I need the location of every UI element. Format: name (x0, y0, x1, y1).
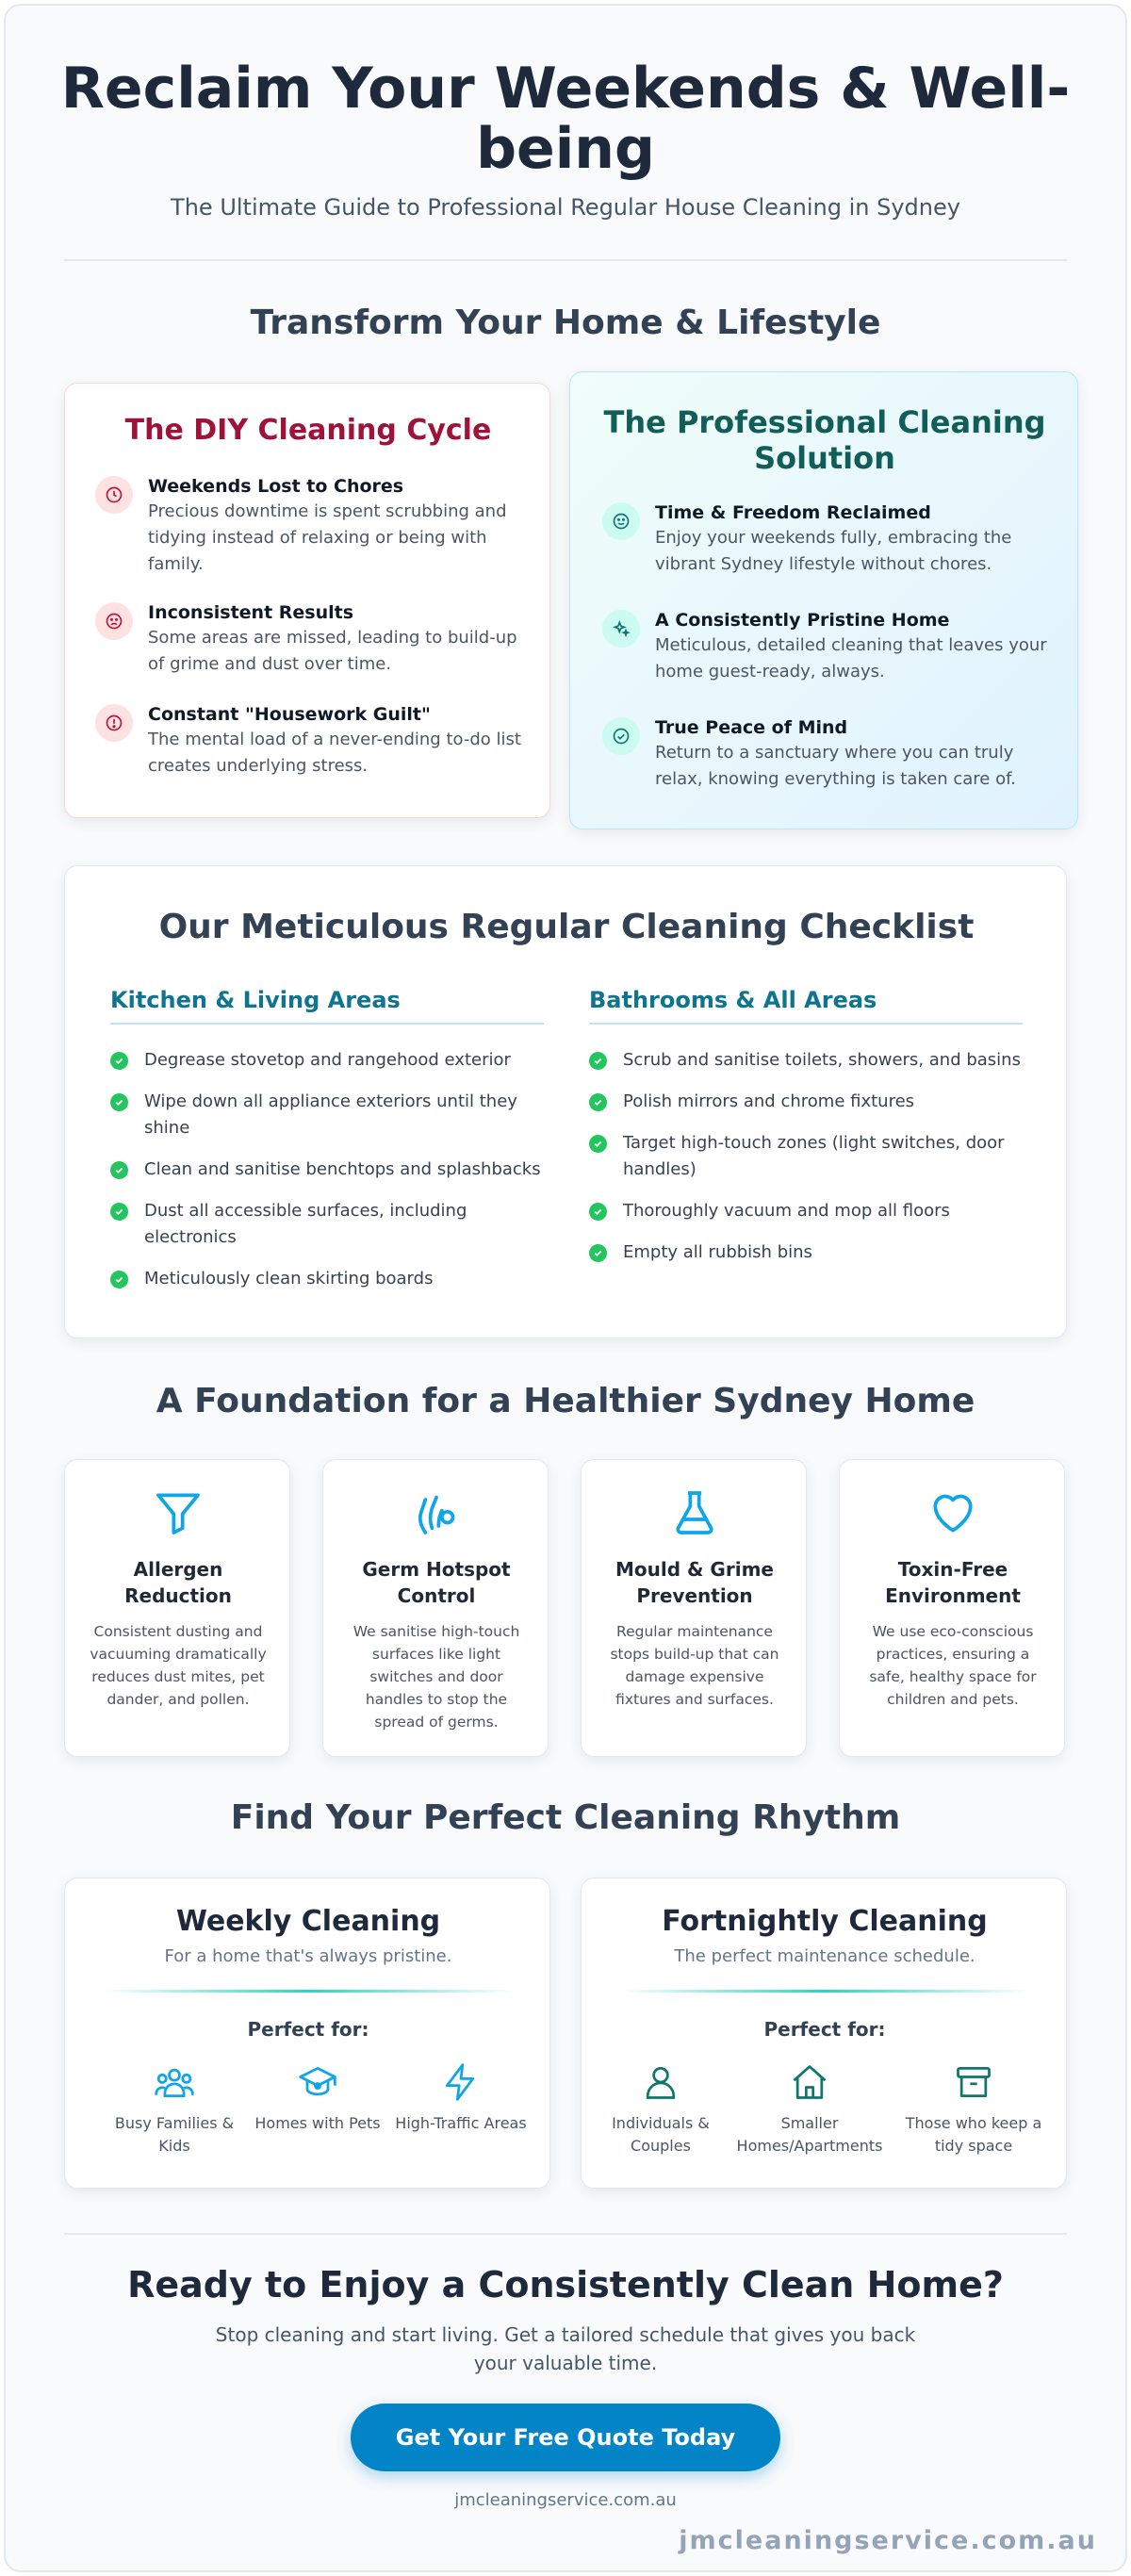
foundation-card-title: Toxin-Free Environment (885, 1558, 1021, 1607)
checklist-column-heading: Kitchen & Living Areas (110, 987, 544, 1025)
get-free-quote-button[interactable]: Get Your Free Quote Today (351, 2404, 780, 2471)
smile-face-icon (602, 502, 640, 540)
fortnightly-cleaning-card (581, 1878, 1067, 2189)
checklist-item-text: Polish mirrors and chrome fixtures (623, 1091, 915, 1111)
foundation-card-body: We sanitise high-touch surfaces like light switches and door handles to stop the spread of germs. (352, 1623, 520, 1731)
hand-sanitise-icon (323, 1486, 549, 1543)
foundation-section-title: A Foundation for a Healthier Sydney Home (156, 1382, 975, 1420)
transform-section-title: Transform Your Home & Lifestyle (250, 304, 881, 342)
diy-point-body: The mental load of a never-ending to-do list creates underlying stress. (148, 730, 521, 776)
filter-icon (65, 1486, 291, 1543)
check-icon (589, 1052, 607, 1070)
checklist-item-text: Degrease stovetop and rangehood exterior (144, 1050, 511, 1070)
lightning-icon (440, 2089, 482, 2107)
check-icon (589, 1244, 607, 1262)
check-icon (110, 1271, 128, 1288)
foundation-card-title: Mould & Grime Prevention (615, 1558, 774, 1607)
check-icon (589, 1135, 607, 1153)
watermark: jmcleaningservice.com.au (679, 2526, 1097, 2555)
pet-icon (297, 2089, 338, 2107)
checklist-item (110, 1266, 544, 1292)
check-icon (110, 1203, 128, 1221)
heart-icon (840, 1486, 1066, 1543)
website-link[interactable]: jmcleaningservice.com.au (454, 2490, 677, 2510)
perfect-for-label: Perfect for: (247, 2018, 369, 2041)
flask-icon (582, 1486, 808, 1543)
plan-audience-item (898, 2061, 1049, 2158)
divider (619, 1990, 1030, 1993)
plan-audience-label: Homes with Pets (254, 2114, 381, 2132)
checklist-item-text: Thoroughly vacuum and mop all floors (623, 1201, 950, 1221)
checklist-item (589, 1089, 1023, 1115)
foundation-card-body: Regular maintenance stops build-up that can damage expensive fixtures and surfaces. (610, 1623, 779, 1708)
checklist-item (589, 1198, 1023, 1224)
foundation-card-body: Consistent dusting and vacuuming dramatically reduces dust mites, pet dander, and pollen. (90, 1623, 267, 1708)
pro-point-body: Return to a sanctuary where you can truly relax, knowing everything is taken care of. (655, 743, 1016, 789)
plan-audience-label: Individuals & Couples (612, 2114, 710, 2155)
sad-face-icon (95, 602, 133, 640)
divider (103, 1990, 514, 1993)
diy-point-title: Inconsistent Results (148, 602, 354, 623)
plan-audience-item (385, 2061, 536, 2135)
page-subtitle: The Ultimate Guide to Professional Regular House Cleaning in Sydney (171, 194, 960, 221)
checklist-column-kitchen (110, 987, 544, 1292)
diy-point-title: Constant "Housework Guilt" (148, 704, 431, 725)
plan-audience-item (585, 2061, 736, 2158)
checklist-item-text: Clean and sanitise benchtops and splashbacks (144, 1159, 541, 1179)
plan-audience-label: Those who keep a tidy space (905, 2114, 1042, 2155)
checklist-item (589, 1047, 1023, 1074)
pro-point-body: Meticulous, detailed cleaning that leaves your home guest-ready, always. (655, 635, 1047, 681)
archive-box-icon (953, 2089, 994, 2107)
check-icon (589, 1093, 607, 1111)
divider (64, 259, 1067, 261)
rhythm-section-title: Find Your Perfect Cleaning Rhythm (230, 1798, 901, 1837)
checklist-item (110, 1198, 544, 1251)
checklist-item-text: Empty all rubbish bins (623, 1242, 812, 1262)
perfect-for-label: Perfect for: (763, 2018, 886, 2041)
pro-card-title: The Professional Cleaning Solution (603, 404, 1046, 476)
plan-audience-item (734, 2061, 885, 2158)
pro-solution-card (569, 371, 1078, 829)
checklist-column-heading: Bathrooms & All Areas (589, 987, 1023, 1025)
pro-point-body: Enjoy your weekends fully, embracing the vibrant Sydney lifestyle without chores. (655, 528, 1012, 574)
check-icon (110, 1052, 128, 1070)
family-icon (154, 2089, 195, 2107)
cta-title: Ready to Enjoy a Consistently Clean Home? (127, 2264, 1004, 2305)
pro-point-title: A Consistently Pristine Home (655, 610, 950, 631)
diy-card-title: The DIY Cleaning Cycle (124, 414, 492, 447)
checklist-item (110, 1047, 544, 1074)
sparkle-icon (602, 610, 640, 648)
checklist-item-text: Meticulously clean skirting boards (144, 1269, 434, 1288)
plan-audience-label: Busy Families & Kids (114, 2114, 235, 2155)
checklist-item-text: Wipe down all appliance exteriors until they shine (144, 1091, 517, 1138)
foundation-card-allergen (64, 1459, 290, 1757)
checklist-item-text: Target high-touch zones (light switches, door handles) (623, 1133, 1005, 1179)
foundation-card-body: We use eco-conscious practices, ensuring a safe, healthy space for children and pets. (869, 1623, 1037, 1708)
diy-point-body: Some areas are missed, leading to build-up of grime and dust over time. (148, 628, 517, 674)
checklist-item (589, 1239, 1023, 1266)
checklist-title: Our Meticulous Regular Cleaning Checklist (158, 908, 975, 946)
foundation-card-germ (322, 1459, 549, 1757)
diy-point-body: Precious downtime is spent scrubbing and tidying instead of relaxing or being with family. (148, 501, 507, 574)
alert-icon (95, 704, 133, 742)
diy-point-title: Weekends Lost to Chores (148, 476, 404, 497)
divider (64, 2233, 1067, 2235)
plan-title: Fortnightly Cleaning (662, 1905, 988, 1938)
pro-point-title: True Peace of Mind (655, 717, 848, 738)
checklist-item-text: Scrub and sanitise toilets, showers, and basins (623, 1050, 1021, 1070)
plan-audience-item (242, 2061, 393, 2135)
foundation-card-mould (581, 1459, 807, 1757)
checklist-item (110, 1157, 544, 1183)
foundation-card-toxin (839, 1459, 1065, 1757)
checklist-item-text: Dust all accessible surfaces, including electronics (144, 1201, 467, 1247)
plan-audience-label: High-Traffic Areas (395, 2114, 527, 2132)
check-icon (589, 1203, 607, 1221)
checklist-item (589, 1130, 1023, 1183)
check-icon (110, 1161, 128, 1179)
house-icon (789, 2089, 830, 2107)
checklist-item (110, 1089, 544, 1141)
foundation-card-title: Allergen Reduction (124, 1558, 232, 1607)
person-icon (640, 2089, 681, 2107)
plan-subtitle: The perfect maintenance schedule. (674, 1946, 975, 1966)
clock-icon (95, 476, 133, 514)
plan-audience-item (99, 2061, 250, 2158)
pro-point-title: Time & Freedom Reclaimed (655, 502, 931, 523)
plan-title: Weekly Cleaning (175, 1905, 441, 1938)
foundation-card-title: Germ Hotspot Control (362, 1558, 511, 1607)
check-icon (110, 1093, 128, 1111)
plan-subtitle: For a home that's always pristine. (164, 1946, 452, 1966)
plan-audience-label: Smaller Homes/Apartments (736, 2114, 883, 2155)
cta-subtitle: Stop cleaning and start living. Get a tailored schedule that gives you back your valuable time. (215, 2323, 916, 2374)
check-circle-icon (602, 717, 640, 755)
weekly-cleaning-card (64, 1878, 550, 2189)
page-title: Reclaim Your Weekends & Well-being (60, 56, 1071, 182)
checklist-column-bathrooms (589, 987, 1023, 1266)
diy-cycle-card (64, 383, 550, 818)
cleaning-checklist-card (64, 865, 1067, 1338)
